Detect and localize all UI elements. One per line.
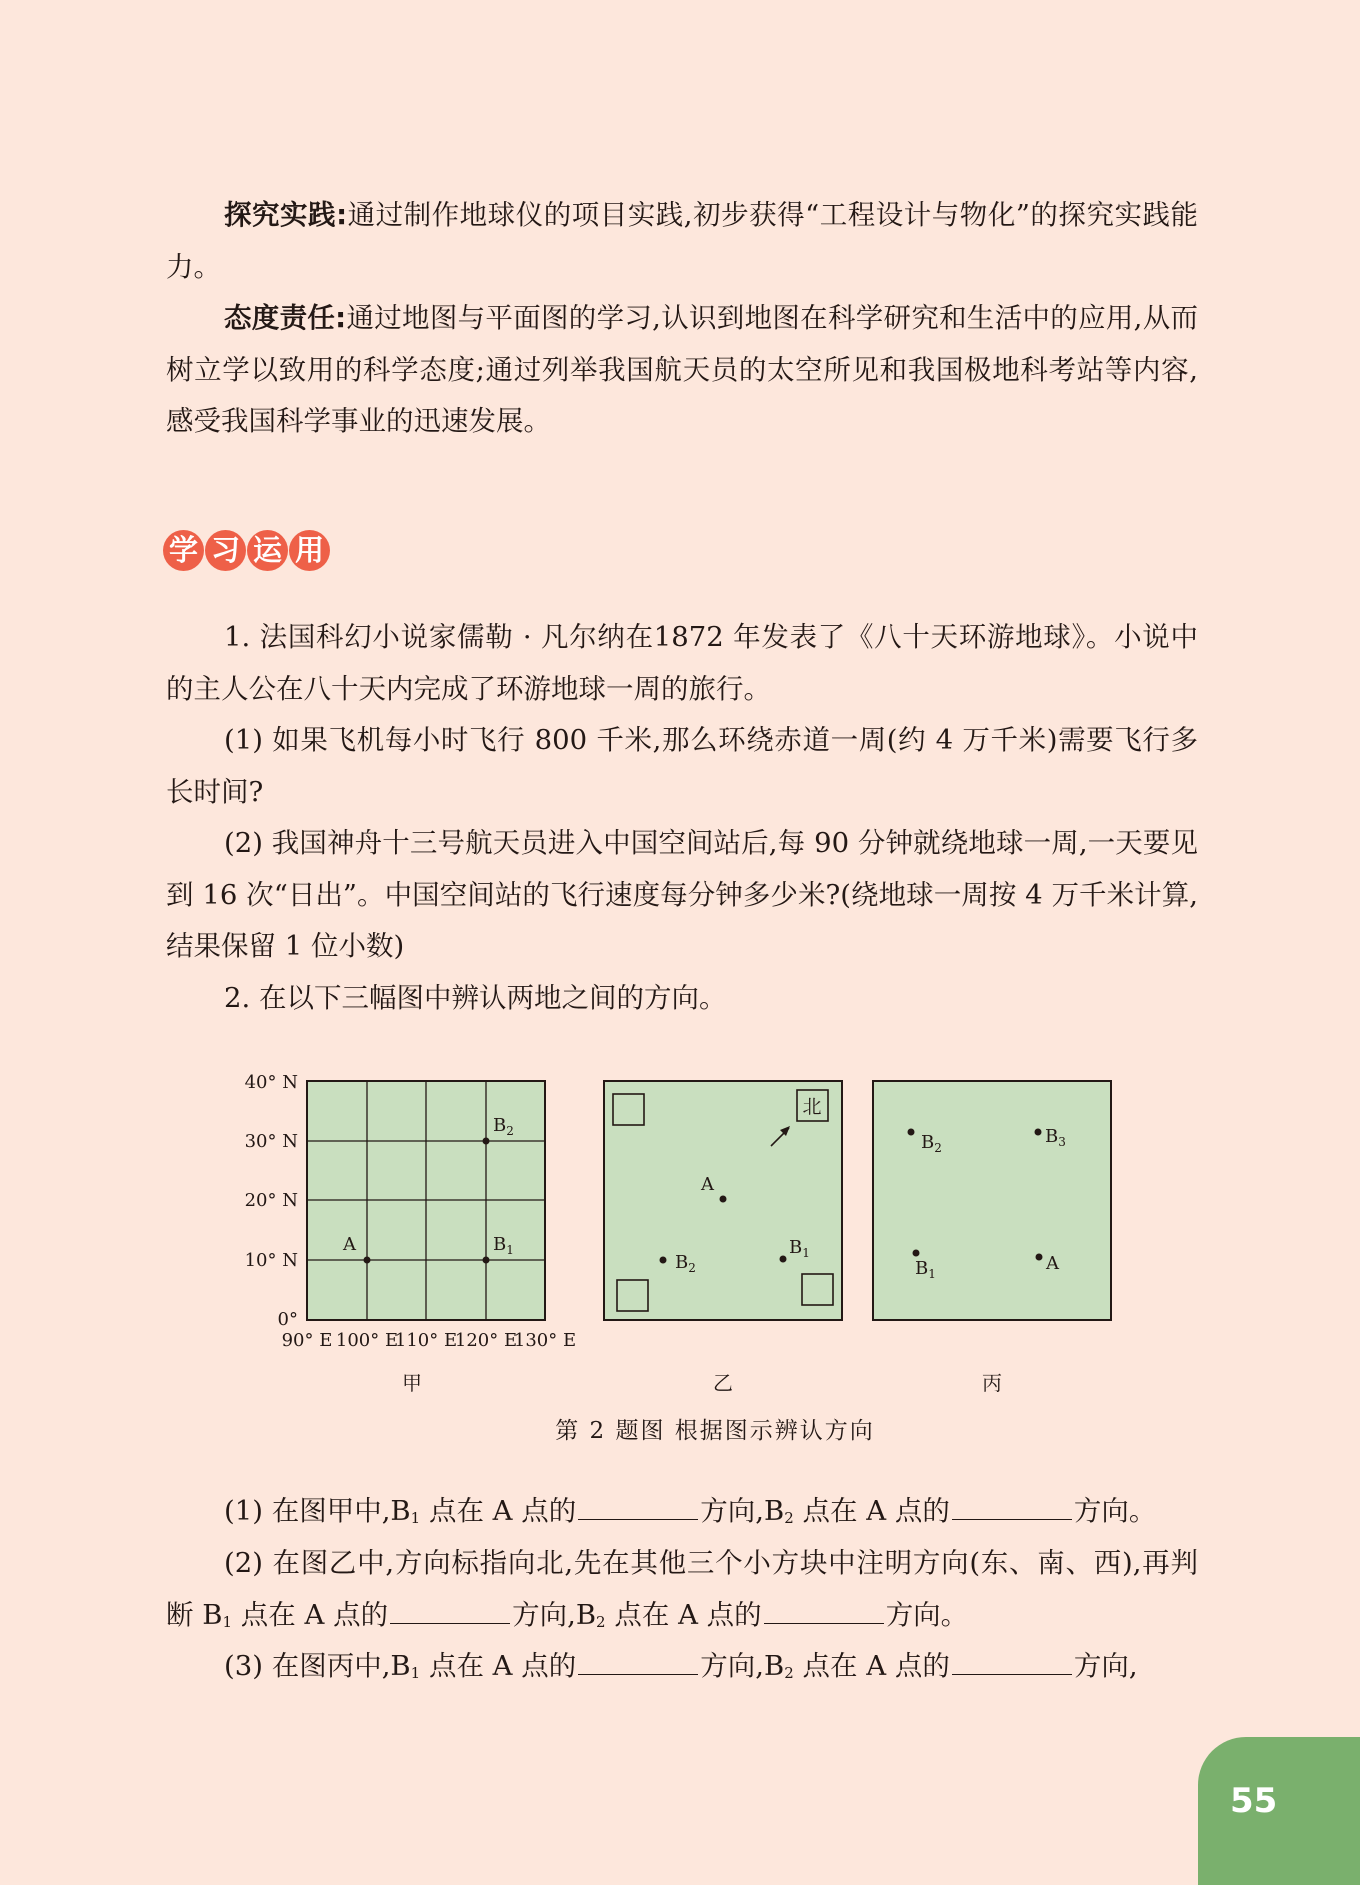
figure-yi-name: 乙 [713,1371,733,1395]
badge-char: 学 [163,530,204,571]
lat-label: 20° N [244,1190,298,1211]
label-a: A [1046,1253,1059,1274]
label-a: A [701,1174,714,1195]
point-b3 [1035,1129,1042,1136]
lat-label: 10° N [244,1250,298,1271]
label-b3: $B_3$ [1045,1126,1066,1149]
figure-yi [604,1081,842,1395]
page-number: 55 [1230,1781,1278,1821]
point-b2 [660,1257,667,1264]
point-b2 [908,1129,915,1136]
figure-jia-name: 甲 [402,1371,422,1395]
question-2-answer-2: (2) 在图乙中,方向标指向北,先在其他三个小方块中注明方向(东、南、西),再判断 $B_1$ 点在 A 点的 方向$,B_2$ 点在 A 点的 方向。 [166,1547,1198,1631]
label-b1: $B_1$ [493,1234,514,1257]
answer-blank[interactable] [764,1597,884,1624]
practice-label: 探究实践: [224,199,348,231]
question-1-sub-2: (2) 我国神舟十三号航天员进入中国空间站后,每 90 分钟就绕地球一周,一天要见到 16 次“日出”。中国空间站的飞行速度每分钟多少米?(绕地球一周按 4 万千米计算,结果保留 1 位小数) [166,827,1198,962]
badge-char: 用 [289,530,330,571]
point-a [364,1257,371,1264]
answer-blank[interactable] [952,1493,1072,1520]
point-a [1036,1254,1043,1261]
point-b2 [483,1138,490,1145]
point-b1 [780,1256,787,1263]
practice-text: 通过制作地球仪的项目实践,初步获得“工程设计与物化”的探究实践能力。 [166,199,1199,283]
answer-blank[interactable] [952,1648,1072,1675]
question-1-stem: 1. 法国科幻小说家儒勒 · 凡尔纳在1872 年发表了《八十天环游地球》。小说中的主人公在八十天内完成了环游地球一周的旅行。 [166,621,1198,705]
question-1-sub-1: (1) 如果飞机每小时飞行 800 千米,那么环绕赤道一周(约 4 万千米)需要飞行多长时间? [166,724,1198,808]
lon-label: 100° E [335,1330,399,1351]
point-a [720,1196,727,1203]
answer-blank[interactable] [390,1597,510,1624]
badge-char: 习 [205,530,246,571]
answer-blank[interactable] [578,1493,698,1520]
label-a: A [343,1234,356,1255]
label-b1: $B_1$ [915,1258,936,1281]
lon-label: 120° E [454,1330,518,1351]
lon-label: 110° E [394,1330,458,1351]
label-b2: $B_2$ [493,1115,514,1138]
label-b2: $B_2$ [675,1252,696,1275]
label-b2: $B_2$ [921,1132,942,1155]
lat-label: 0° [277,1309,298,1330]
page-number-tab [1198,1737,1360,1885]
question-2-answer-3: (3) 在图丙中$,B_1$ 点在 A 点的 方向$,B_2$ 点在 A 点的 方向, [224,1650,1138,1682]
figure-caption: 第 2 题图 根据图示辨认方向 [555,1418,875,1444]
bing-panel [873,1081,1111,1320]
figure-jia [245,1072,577,1395]
lat-label: 30° N [244,1131,298,1152]
figure-bing [873,1081,1111,1395]
question-2-stem: 2. 在以下三幅图中辨认两地之间的方向。 [224,982,727,1014]
point-b1 [913,1250,920,1257]
attitude-label: 态度责任: [224,302,347,334]
label-b1: $B_1$ [789,1237,810,1260]
lon-label: 90° E [281,1330,333,1351]
point-b1 [483,1257,490,1264]
badge-char: 运 [247,530,288,571]
question-2-answer-1: (1) 在图甲中$,B_1$ 点在 A 点的 方向$,B_2$ 点在 A 点的 方向。 [224,1495,1157,1527]
lon-label: 130° E [513,1330,577,1351]
lat-label: 40° N [244,1072,298,1093]
figure-bing-name: 丙 [982,1371,1002,1395]
answer-blank[interactable] [578,1648,698,1675]
north-label: 北 [802,1096,822,1118]
attitude-text: 通过地图与平面图的学习,认识到地图在科学研究和生活中的应用,从而树立学以致用的科学态度;通过列举我国航天员的太空所见和我国极地科考站等内容,感受我国科学事业的迅速发展。 [166,302,1198,437]
